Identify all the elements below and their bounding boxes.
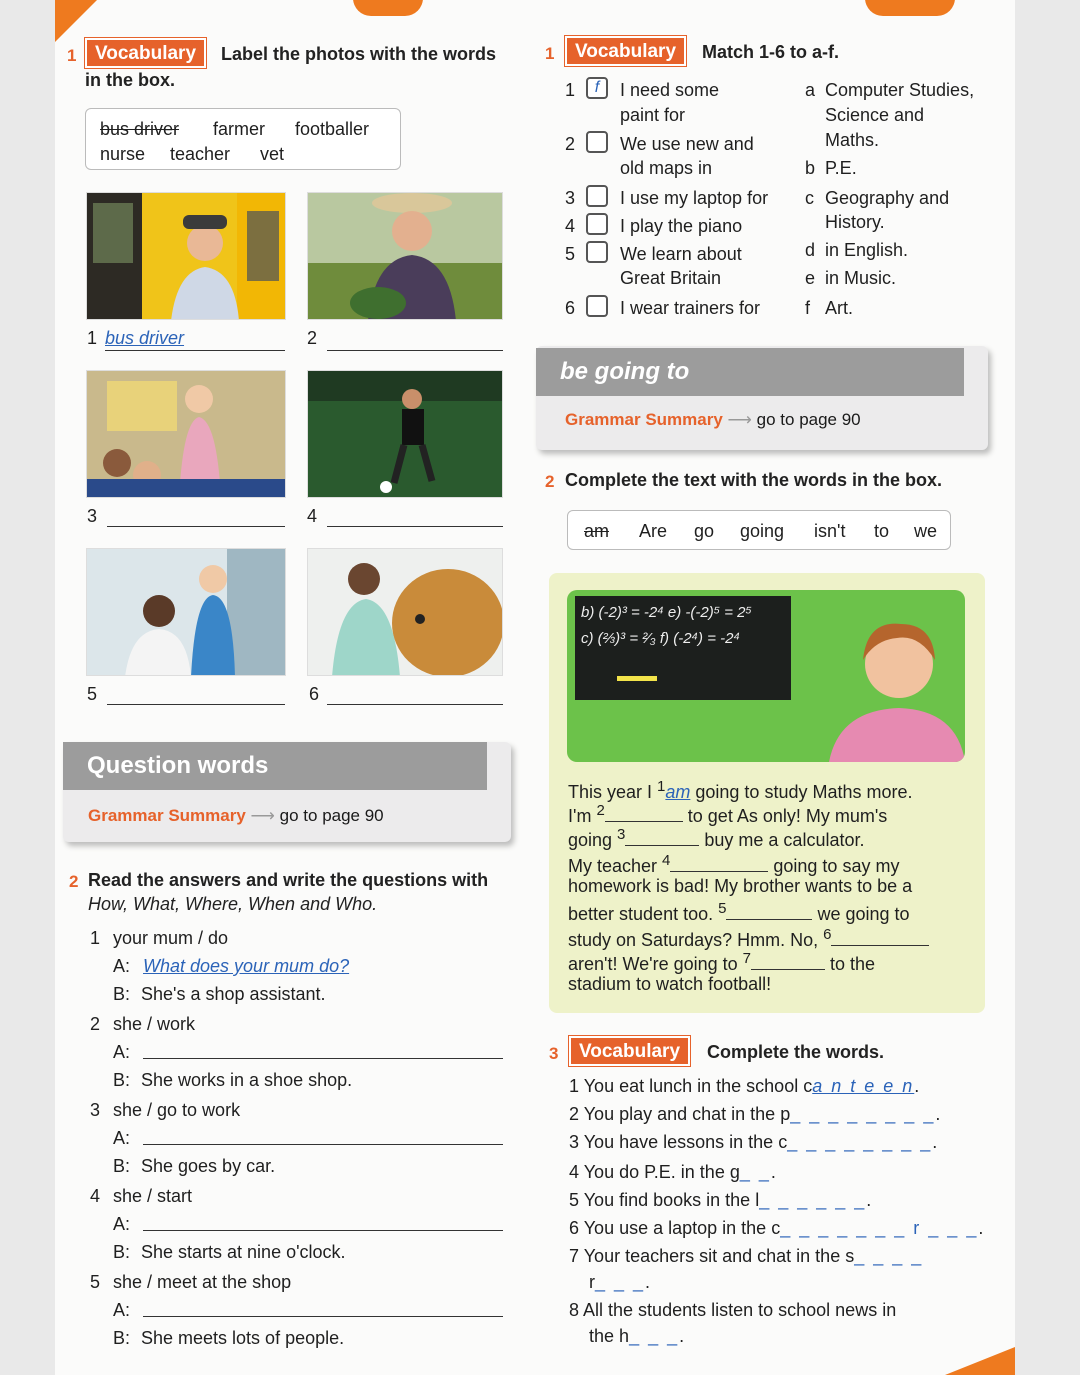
answer-b: She works in a shoe shop.	[141, 1070, 353, 1090]
question-number: 2	[90, 1014, 101, 1034]
question-prompt: she / go to work	[113, 1100, 241, 1120]
question-prompt: she / start	[113, 1186, 193, 1206]
complete-item: 7 Your teachers sit and chat in the s_ _ _ _	[569, 1246, 924, 1266]
answer-line[interactable]	[143, 1058, 503, 1059]
answer-checkbox[interactable]	[586, 131, 608, 153]
word-item: we	[914, 521, 938, 541]
photo-teacher	[86, 370, 286, 498]
answer-a-label: A:	[113, 1300, 131, 1320]
answer-a-label: A:	[113, 956, 131, 976]
grammar-title: Question words	[63, 742, 487, 790]
answer-checkbox[interactable]	[586, 185, 608, 207]
photo-number: 4	[307, 506, 318, 526]
match-text: Great Britain	[620, 268, 722, 288]
page-top-decoration	[865, 0, 955, 16]
match-option: Maths.	[825, 130, 880, 150]
answer-b: She's a shop assistant.	[141, 984, 326, 1004]
grammar-summary-link[interactable]	[88, 806, 384, 826]
answer-b-label: B:	[113, 1156, 131, 1176]
photo-student-blackboard	[567, 590, 965, 762]
match-number: 5	[565, 244, 576, 264]
page-corner-decoration	[945, 1347, 1015, 1375]
question-number: 4	[90, 1186, 101, 1206]
answer-b-label: B:	[113, 1328, 131, 1348]
match-text: old maps in	[620, 158, 713, 178]
question-prompt: your mum / do	[113, 928, 229, 948]
question-number: 5	[90, 1272, 101, 1292]
match-option: P.E.	[825, 158, 857, 178]
word-item: to	[874, 521, 890, 541]
gap-line[interactable]	[751, 969, 825, 970]
match-text: We learn about	[620, 244, 742, 264]
gap-line[interactable]	[605, 821, 683, 822]
match-letter: e	[805, 268, 816, 288]
exercise-instruction: Label the photos with the words	[221, 44, 497, 64]
photo-nurse	[86, 548, 286, 676]
photo-number: 3	[87, 506, 98, 526]
word-item: bus driver	[100, 119, 180, 139]
exercise-instruction: Complete the text with the words in the box.	[565, 470, 943, 490]
answer-a-label: A:	[113, 1128, 131, 1148]
match-letter: f	[805, 298, 811, 318]
photo-vet	[307, 548, 503, 676]
complete-item: 8 All the students listen to school news in	[569, 1300, 897, 1320]
page-corner-decoration	[55, 0, 97, 42]
gap-line[interactable]	[831, 945, 929, 946]
exercise-number: 2	[545, 472, 555, 491]
vocabulary-tag: Vocabulary	[569, 1036, 690, 1066]
match-text: I play the piano	[620, 216, 743, 236]
match-option: Geography and	[825, 188, 950, 208]
match-text: I need some	[620, 80, 720, 100]
exercise-instruction: Match 1-6 to a-f.	[702, 42, 840, 62]
answer-b-label: B:	[113, 1242, 131, 1262]
photo-farmer	[307, 192, 503, 320]
answer-checkbox[interactable]: f	[586, 77, 608, 99]
match-letter: d	[805, 240, 816, 260]
photo-footballer	[307, 370, 503, 498]
vocabulary-tag: Vocabulary	[85, 38, 206, 68]
arrow-icon: ⟶	[250, 806, 275, 825]
answer-line	[327, 704, 503, 705]
text-line: better student too. $^5$ we going to	[568, 900, 910, 924]
answer-line	[105, 350, 285, 351]
exercise-number: 3	[549, 1044, 559, 1063]
match-text: I wear trainers for	[620, 298, 761, 318]
grammar-title: be going to	[536, 348, 964, 396]
exercise-number: 2	[69, 872, 79, 891]
answer-line	[327, 526, 503, 527]
answer-checkbox[interactable]	[586, 295, 608, 317]
answer-checkbox[interactable]	[586, 213, 608, 235]
match-option: Science and	[825, 105, 925, 125]
answer-b: She starts at nine o'clock.	[141, 1242, 346, 1262]
match-letter: b	[805, 158, 816, 178]
question-number: 1	[90, 928, 101, 948]
text-line: I'm $^2$ to get As only! My mum's	[568, 802, 888, 826]
exercise-number: 1	[545, 44, 555, 63]
vocabulary-tag: Vocabulary	[565, 36, 686, 66]
answer-line	[107, 704, 285, 705]
text-line: This year I $^1$am going to study Maths more.	[568, 778, 913, 802]
match-option: Art.	[825, 298, 854, 318]
page-top-decoration	[353, 0, 423, 16]
word-item: am	[584, 521, 610, 541]
match-option: History.	[825, 212, 885, 232]
complete-item: 6 You use a laptop in the c_ _ _ _ _ _ _ r _ _ _.	[569, 1218, 984, 1238]
answer-b-label: B:	[113, 1070, 131, 1090]
exercise-number: 1	[67, 46, 77, 65]
question-prompt: she / work	[113, 1014, 196, 1034]
exercise-instruction: Complete the words.	[707, 1042, 885, 1062]
complete-item: r_ _ _.	[589, 1272, 651, 1292]
gap-line[interactable]	[625, 845, 699, 846]
exercise-instruction: Read the answers and write the questions with	[88, 870, 489, 890]
text-line: aren't! We're going to $^7$ to the	[568, 950, 876, 974]
grammar-summary-label: Grammar Summary	[565, 410, 723, 429]
question-number: 3	[90, 1100, 101, 1120]
answer-line	[327, 350, 503, 351]
text-line: going $^3$ buy me a calculator.	[568, 826, 865, 850]
gap-answer: am	[665, 782, 691, 802]
complete-item: the h_ _ _.	[589, 1326, 685, 1346]
answer-b-label: B:	[113, 984, 131, 1004]
complete-item: 5 You find books in the l_ _ _ _ _ _.	[569, 1190, 872, 1210]
grammar-summary-label: Grammar Summary	[88, 806, 246, 825]
answer-line[interactable]	[143, 1316, 503, 1317]
match-number: 4	[565, 216, 576, 236]
gap-line[interactable]	[670, 871, 768, 872]
match-number: 1	[565, 80, 576, 100]
blackboard-text: c) (⅔)³ = ²⁄₃ f) (-2⁴) = -2⁴	[581, 630, 740, 647]
match-text: I use my laptop for	[620, 188, 769, 208]
text-line: study on Saturdays? Hmm. No, $^6$	[568, 926, 929, 951]
answer-a-label: A:	[113, 1042, 131, 1062]
question-prompt: she / meet at the shop	[113, 1272, 292, 1292]
match-option: in English.	[825, 240, 909, 260]
grammar-summary-target: go to page 90	[279, 806, 384, 825]
answer-a-label: A:	[113, 1214, 131, 1234]
answer-b: She meets lots of people.	[141, 1328, 345, 1348]
answer-line	[107, 526, 285, 527]
photo-number: 6	[309, 684, 320, 704]
match-letter: a	[805, 80, 816, 100]
word-item: footballer	[295, 119, 370, 139]
arrow-icon: ⟶	[727, 410, 752, 429]
word-item: go	[694, 521, 715, 541]
answer-line[interactable]	[143, 1144, 503, 1145]
word-box	[567, 510, 951, 550]
word-item: vet	[260, 144, 285, 164]
match-letter: c	[805, 188, 814, 208]
complete-item: 4 You do P.E. in the g_ _.	[569, 1162, 776, 1182]
match-option: in Music.	[825, 268, 897, 288]
exercise-instruction: How, What, Where, When and Who.	[88, 894, 378, 914]
word-item: teacher	[170, 144, 231, 164]
word-item: nurse	[100, 144, 146, 164]
match-number: 2	[565, 134, 576, 154]
word-box	[85, 108, 401, 170]
word-item: farmer	[213, 119, 266, 139]
text-line: homework is bad! My brother wants to be a	[568, 876, 913, 896]
photo-number: 5	[87, 684, 98, 704]
photo-bus-driver	[86, 192, 286, 320]
gap-line[interactable]	[726, 919, 812, 920]
complete-item: 3 You have lessons in the c_ _ _ _ _ _ _ _.	[569, 1132, 938, 1152]
match-number: 3	[565, 188, 576, 208]
answer-a: What does your mum do?	[143, 956, 350, 976]
word-item: Are	[639, 521, 668, 541]
answer-b: She goes by car.	[141, 1156, 276, 1176]
text-line: stadium to watch football!	[568, 974, 772, 994]
match-text: We use new and	[620, 134, 754, 154]
answer-line[interactable]	[143, 1230, 503, 1231]
photo-number: 1	[87, 328, 98, 348]
word-item: going	[740, 521, 785, 541]
match-number: 6	[565, 298, 576, 318]
grammar-summary-target: go to page 90	[756, 410, 861, 429]
match-text: paint for	[620, 105, 686, 125]
word-item: isn't	[814, 521, 846, 541]
answer-checkbox[interactable]	[586, 241, 608, 263]
complete-item: 2 You play and chat in the p_ _ _ _ _ _ _ _.	[569, 1104, 941, 1124]
match-option: Computer Studies,	[825, 80, 975, 100]
workbook-page	[55, 0, 1015, 1375]
grammar-summary-link[interactable]	[565, 410, 861, 430]
complete-item: 1 You eat lunch in the school ca n t e e n.	[569, 1076, 920, 1096]
photo-number: 2	[307, 328, 318, 348]
exercise-instruction: in the box.	[85, 70, 175, 90]
text-line: My teacher $^4$ going to say my	[568, 852, 900, 876]
photo-answer: bus driver	[105, 328, 185, 348]
blackboard-text: b) (-2)³ = -2⁴ e) -(-2)⁵ = 2⁵	[581, 604, 752, 621]
